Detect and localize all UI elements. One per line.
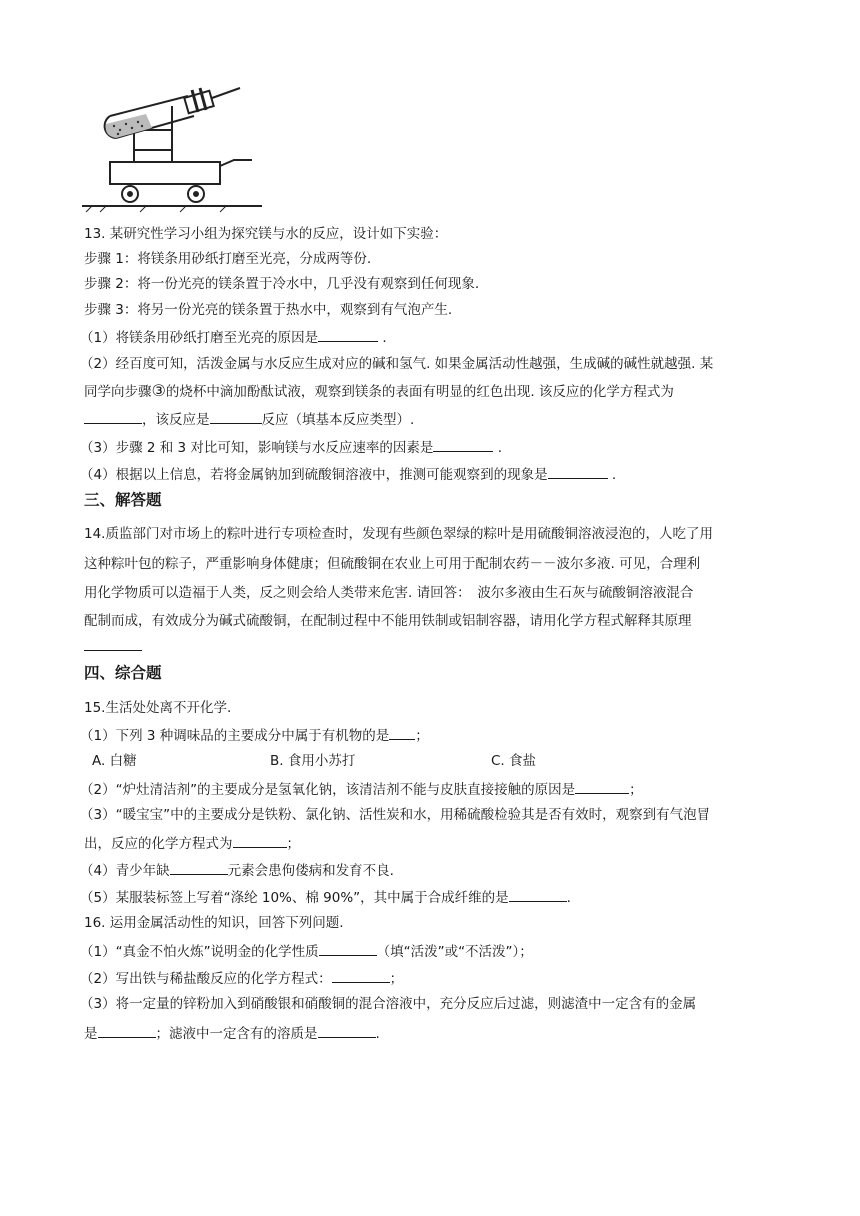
q15-option-a[interactable]: A. 白糖 xyxy=(92,753,137,769)
q16-part3-line1: （3）将一定量的锌粉加入到硝酸银和硝酸铜的混合溶液中，充分反应后过滤，则滤渣中一定含有的金属 xyxy=(80,996,697,1012)
section-4-heading: 四、综合题 xyxy=(84,664,162,682)
q13-equation-blank[interactable] xyxy=(84,409,142,424)
q15-part1-end: ； xyxy=(415,728,429,744)
q15-part5-end: . xyxy=(566,890,571,906)
q13-part2-line3-a: ，该反应是 xyxy=(142,412,210,428)
q15-part5-text: （5）某服装标签上写着“涤纶 10%、棉 90%”，其中属于合成纤维的是 xyxy=(80,890,509,906)
q16-part2 xyxy=(80,968,403,988)
q15-stem: 15.生活处处离不开化学. xyxy=(84,700,232,716)
q15-part5 xyxy=(80,887,571,907)
q14-line4: 配制而成，有效成分为碱式硫酸铜，在配制过程中不能用铁制或铝制容器，请用化学方程式解释其原理 xyxy=(84,613,692,629)
q15-part3-end: ； xyxy=(286,836,300,852)
q14-answer-blank[interactable] xyxy=(84,636,142,651)
q16-part3-line2-a: 是 xyxy=(84,1026,98,1042)
q15-option-b[interactable]: B. 食用小苏打 xyxy=(270,753,356,769)
q13-part1-text: （1）将镁条用砂纸打磨至光亮的原因是 xyxy=(80,330,319,346)
q14-line2: 这种粽叶包的粽子，严重影响身体健康；但硫酸铜在农业上可用于配制农药－－波尔多液. 可见，合理利 xyxy=(84,556,701,572)
q15-part4 xyxy=(80,860,394,880)
q16-part3-line2-c: . xyxy=(375,1026,380,1042)
q13-part2-line3 xyxy=(84,409,414,429)
q15-part2-end: ； xyxy=(629,782,643,798)
q13-part4 xyxy=(80,464,616,484)
q16-solute-blank[interactable] xyxy=(318,1023,376,1038)
q16-part1 xyxy=(80,941,533,961)
q15-part2 xyxy=(80,779,643,799)
q15-part3-line2 xyxy=(84,833,300,853)
q13-part1-blank[interactable] xyxy=(318,327,378,342)
q13-part3-blank[interactable] xyxy=(433,437,493,452)
q13-part2-line1: （2）经百度可知，活泼金属与水反应生成对应的碱和氢气. 如果金属活动性越强，生成碱的碱性就越强. 某 xyxy=(80,356,714,372)
q13-step3: 步骤 3：将另一份光亮的镁条置于热水中，观察到有气泡产生. xyxy=(84,302,453,318)
q15-part2-text: （2）“炉灶清洁剂”的主要成分是氢氧化钠，该清洁剂不能与皮肤直接接触的原因是 xyxy=(80,782,576,798)
q15-part1-blank[interactable] xyxy=(389,725,415,740)
q13-part1 xyxy=(80,327,387,347)
q13-part3-text: （3）步骤 2 和 3 对比可知，影响镁与水反应速率的因素是 xyxy=(80,440,434,456)
q14-line3: 用化学物质可以造福于人类，反之则会给人类带来危害. 请回答： 波尔多液由生石灰与硫酸铜溶液混合 xyxy=(84,585,694,601)
q13-stem: 13. 某研究性学习小组为探究镁与水的反应，设计如下实验： xyxy=(84,226,448,242)
q15-part3-line1: （3）“暖宝宝”中的主要成分是铁粉、氯化钠、活性炭和水，用稀硫酸检验其是否有效时，观察到有气泡冒 xyxy=(80,807,711,823)
q13-part4-blank[interactable] xyxy=(548,464,608,479)
q16-part3-line2 xyxy=(84,1023,380,1043)
section-3-heading: 三、解答题 xyxy=(84,491,162,509)
q13-part1-end: . xyxy=(378,330,387,346)
q13-part3 xyxy=(80,437,502,457)
q16-stem: 16. 运用金属活动性的知识，回答下列问题. xyxy=(84,915,344,931)
q13-step1: 步骤 1：将镁条用砂纸打磨至光亮，分成两等份. xyxy=(84,251,372,267)
q15-part5-blank[interactable] xyxy=(509,887,567,902)
q13-part3-end: . xyxy=(493,440,503,456)
q15-part2-blank[interactable] xyxy=(575,779,629,794)
q16-part2-blank[interactable] xyxy=(332,968,390,983)
q13-part2-line2-b: 的烧杯中滴加酚酞试液，观察到镁条的表面有明显的红色出现. 该反应的化学方程式为 xyxy=(165,384,674,400)
q15-option-c[interactable]: C. 食盐 xyxy=(491,753,537,769)
q15-part4-text-a: （4）青少年缺 xyxy=(80,863,170,879)
q15-part1 xyxy=(80,725,429,745)
q15-part3-blank[interactable] xyxy=(233,833,287,848)
q15-part4-blank[interactable] xyxy=(170,860,228,875)
q16-part1-blank[interactable] xyxy=(319,941,377,956)
q16-part1-text-b: （填“活泼”或“不活泼”）； xyxy=(376,944,533,960)
q16-residue-blank[interactable] xyxy=(98,1023,156,1038)
q15-part1-text: （1）下列 3 种调味品的主要成分中属于有机物的是 xyxy=(80,728,390,744)
q16-part2-end: ； xyxy=(389,971,404,987)
q13-part2-line2-a: 同学向步骤 xyxy=(84,384,152,400)
q13-part2-line2 xyxy=(84,382,674,401)
circled-three-icon: ③ xyxy=(151,381,166,400)
q13-reaction-type-blank[interactable] xyxy=(210,409,262,424)
q13-step2: 步骤 2：将一份光亮的镁条置于冷水中，几乎没有观察到任何现象. xyxy=(84,276,480,292)
q16-part3-line2-b: ；滤液中一定含有的溶质是 xyxy=(155,1026,318,1042)
q16-part2-text: （2）写出铁与稀盐酸反应的化学方程式： xyxy=(80,971,332,987)
q13-part2-line3-b: 反应（填基本反应类型）. xyxy=(261,412,415,428)
q15-part4-text-b: 元素会患佝偻病和发育不良. xyxy=(227,863,394,879)
q14-answer-line xyxy=(84,636,142,656)
q13-part4-text: （4）根据以上信息，若将金属钠加到硫酸铜溶液中，推测可能观察到的现象是 xyxy=(80,467,548,483)
q14-line1: 14.质监部门对市场上的粽叶进行专项检查时，发现有些颜色翠绿的粽叶是用硫酸铜溶液浸泡的，人吃了用 xyxy=(84,526,713,542)
q15-part3-line2-text: 出，反应的化学方程式为 xyxy=(84,836,233,852)
apparatus-figure xyxy=(80,86,265,214)
q13-part4-end: . xyxy=(607,467,617,483)
q16-part1-text-a: （1）“真金不怕火炼”说明金的化学性质 xyxy=(80,944,319,960)
